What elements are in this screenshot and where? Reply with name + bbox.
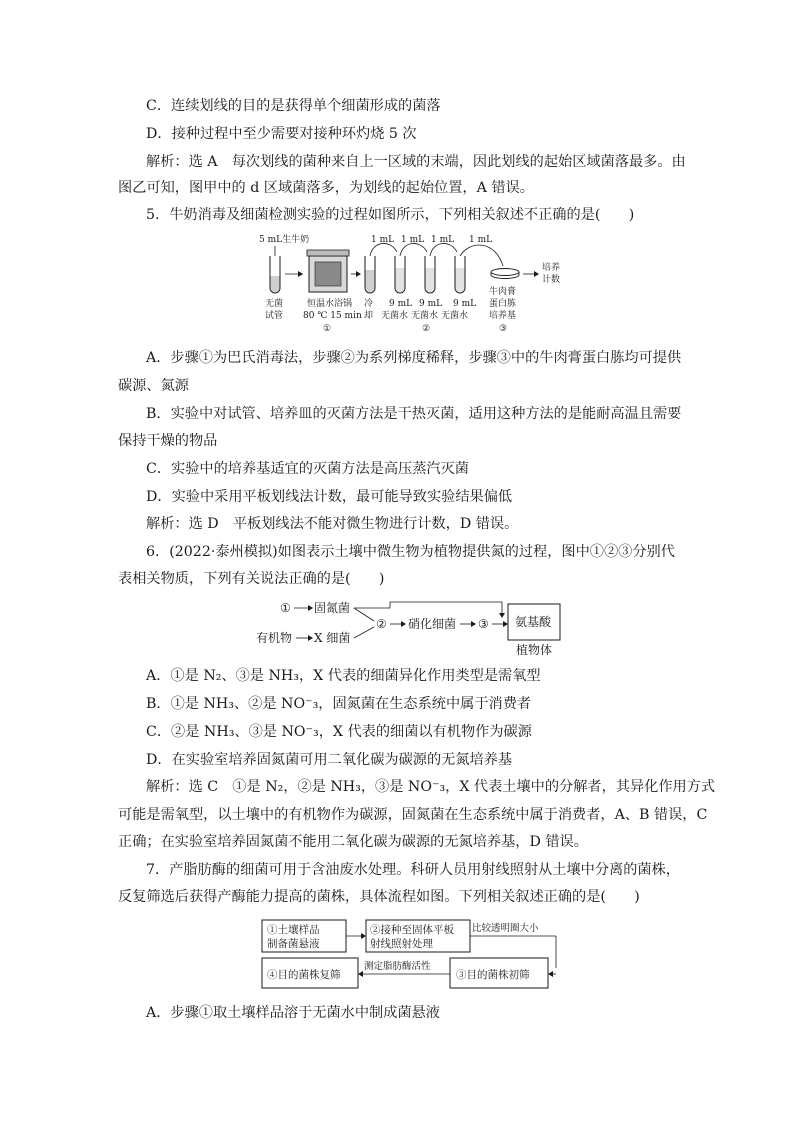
q5-option-b-line2: 保持干燥的物品 <box>118 433 218 449</box>
q5-stem: 5．牛奶消毒及细菌检测实验的过程如图所示，下列相关叙述不正确的是( ) <box>146 207 635 223</box>
water-vol-3: 9 mL <box>453 299 477 309</box>
q6-analysis-line2: 可能是需氧型，以土壤中的有机物作为碳源，固氮菌在生态系统中属于消费者，A、B 错误，C <box>118 807 708 823</box>
amino-acid-label: 氨基酸 <box>515 615 552 629</box>
medium-label-1: 牛肉膏 <box>489 287 517 297</box>
step3-label: ③ <box>499 324 508 334</box>
transfer-label-4: 1 mL <box>469 235 493 245</box>
q7-stem-line1: 7．产脂肪酶的细菌可用于含油废水处理。科研人员用射线照射从土壤中分离的菌株， <box>146 862 680 878</box>
q4-option-c: C．连续划线的目的是获得单个细菌形成的菌落 <box>146 98 441 114</box>
plant-label: 植物体 <box>516 643 553 657</box>
milk-label: 5 mL生牛奶 <box>259 235 310 245</box>
q4-analysis-line1: 解析：选 A 每次划线的菌种来自上一区域的末端，因此划线的起始区域菌落最多。由 <box>146 154 686 170</box>
step3-text: ③目的菌株初筛 <box>456 969 530 981</box>
transfer-label-1: 1 mL <box>371 235 395 245</box>
water-label-3: 无菌水 <box>441 311 469 321</box>
organic-matter-label: 有机物 <box>256 631 293 645</box>
item-1: ① <box>280 601 291 615</box>
transfer-label-2: 1 mL <box>401 235 425 245</box>
cool-label-1: 冷 <box>364 299 374 309</box>
q6-option-d: D．在实验室培养固氮菌可用二氧化碳为碳源的无氮培养基 <box>146 752 513 768</box>
tube-liquid <box>271 276 280 293</box>
tube-label-2: 试管 <box>265 311 284 321</box>
q5-option-a-line2: 碳源、氮源 <box>118 378 189 394</box>
q6-option-b: B．①是 NH₃、②是 NO⁻₃，固氮菌在生态系统中属于消费者 <box>146 696 532 712</box>
nitrifying-bacteria-label: 硝化细菌 <box>408 617 457 631</box>
q5-option-a-line1: A．步骤①为巴氏消毒法，步骤②为系列梯度稀释，步骤③中的牛肉膏蛋白胨均可提供 <box>146 350 682 366</box>
tube-label-1: 无菌 <box>265 299 284 309</box>
cool-label-2: 却 <box>364 311 374 321</box>
q6-option-a: A．①是 N₂、③是 NH₃，X 代表的细菌异化作用类型是需氧型 <box>146 668 541 684</box>
q5-option-c: C．实验中的培养基适宜的灭菌方法是高压蒸汽灭菌 <box>146 461 469 477</box>
water-label-1: 无菌水 <box>381 311 409 321</box>
q6-analysis-line3: 正确；在实验室培养固氮菌不能用二氧化碳为碳源的无氮培养基，D 错误。 <box>118 834 588 850</box>
water-vol-2: 9 mL <box>419 299 443 309</box>
measure-label: 测定脂肪酶活性 <box>364 961 431 972</box>
culture-label-2: 计数 <box>542 275 561 285</box>
q6-option-c: C．②是 NH₃、③是 NO⁻₃，X 代表的细菌以有机物作为碳源 <box>146 724 532 740</box>
item-2: ② <box>376 617 387 631</box>
q7-option-a: A．步骤①取土壤样品溶于无菌水中制成菌悬液 <box>146 1005 440 1021</box>
step4-text: ④目的菌株复筛 <box>267 969 341 981</box>
q5-analysis: 解析：选 D 平板划线法不能对微生物进行计数，D 错误。 <box>146 516 519 532</box>
bath-condition: 80 ℃ 15 min <box>303 311 362 321</box>
step1-text-1: ①土壤样品 <box>267 924 320 936</box>
compare-label: 比较透明圈大小 <box>472 923 539 934</box>
q6-stem-line2: 表相关物质，下列有关说法正确的是( ) <box>118 571 385 587</box>
arrow-to-bath <box>298 271 303 277</box>
petri-dish <box>491 269 519 276</box>
medium-label-3: 培养基 <box>489 311 517 321</box>
lipase-strain-flow-figure <box>258 918 568 990</box>
item-3: ③ <box>478 617 489 631</box>
q5-option-b-line1: B．实验中对试管、培养皿的灭菌方法是干热灭菌，适用这种方法的是能耐高温且需要 <box>146 406 682 422</box>
step1-label: ① <box>323 324 332 334</box>
x-bacteria-label: X 细菌 <box>314 631 351 645</box>
culture-label-1: 培养 <box>542 263 561 273</box>
transfer-label-3: 1 mL <box>431 235 455 245</box>
step2-label: ② <box>422 324 431 334</box>
bath-label: 恒温水浴锅 <box>307 299 353 309</box>
step1-text-2: 制备菌悬液 <box>267 938 320 950</box>
q7-stem-line2: 反复筛选后获得产酶能力提高的菌株，具体流程如图。下列相关叙述正确的是( ) <box>118 889 640 905</box>
q4-option-d: D．接种过程中至少需要对接种环灼烧 5 次 <box>146 126 417 142</box>
step2-text-2: 射线照射处理 <box>370 938 433 950</box>
milk-experiment-figure <box>255 230 575 334</box>
nitrogen-flow-figure <box>250 598 580 658</box>
q6-analysis-line1: 解析：选 C ①是 N₂，②是 NH₃，③是 NO⁻₃，X 代表土壤中的分解者，其异化作用方式 <box>146 779 716 795</box>
q6-stem-line1: 6．(2022·泰州模拟)如图表示土壤中微生物为植物提供氮的过程，图中①②③分别代 <box>146 544 675 560</box>
nitrogen-fixer-label: 固氮菌 <box>314 601 351 615</box>
medium-label-2: 蛋白胨 <box>489 299 517 309</box>
q5-option-d: D．实验中采用平板划线法计数，最可能导致实验结果偏低 <box>146 489 513 505</box>
water-label-2: 无菌水 <box>411 311 439 321</box>
q4-analysis-line2: 图乙可知，图甲中的 d 区域菌落多，为划线的起始位置，A 错误。 <box>118 180 534 196</box>
step2-text-1: ②接种至固体平板 <box>370 924 454 936</box>
water-vol-1: 9 mL <box>389 299 413 309</box>
